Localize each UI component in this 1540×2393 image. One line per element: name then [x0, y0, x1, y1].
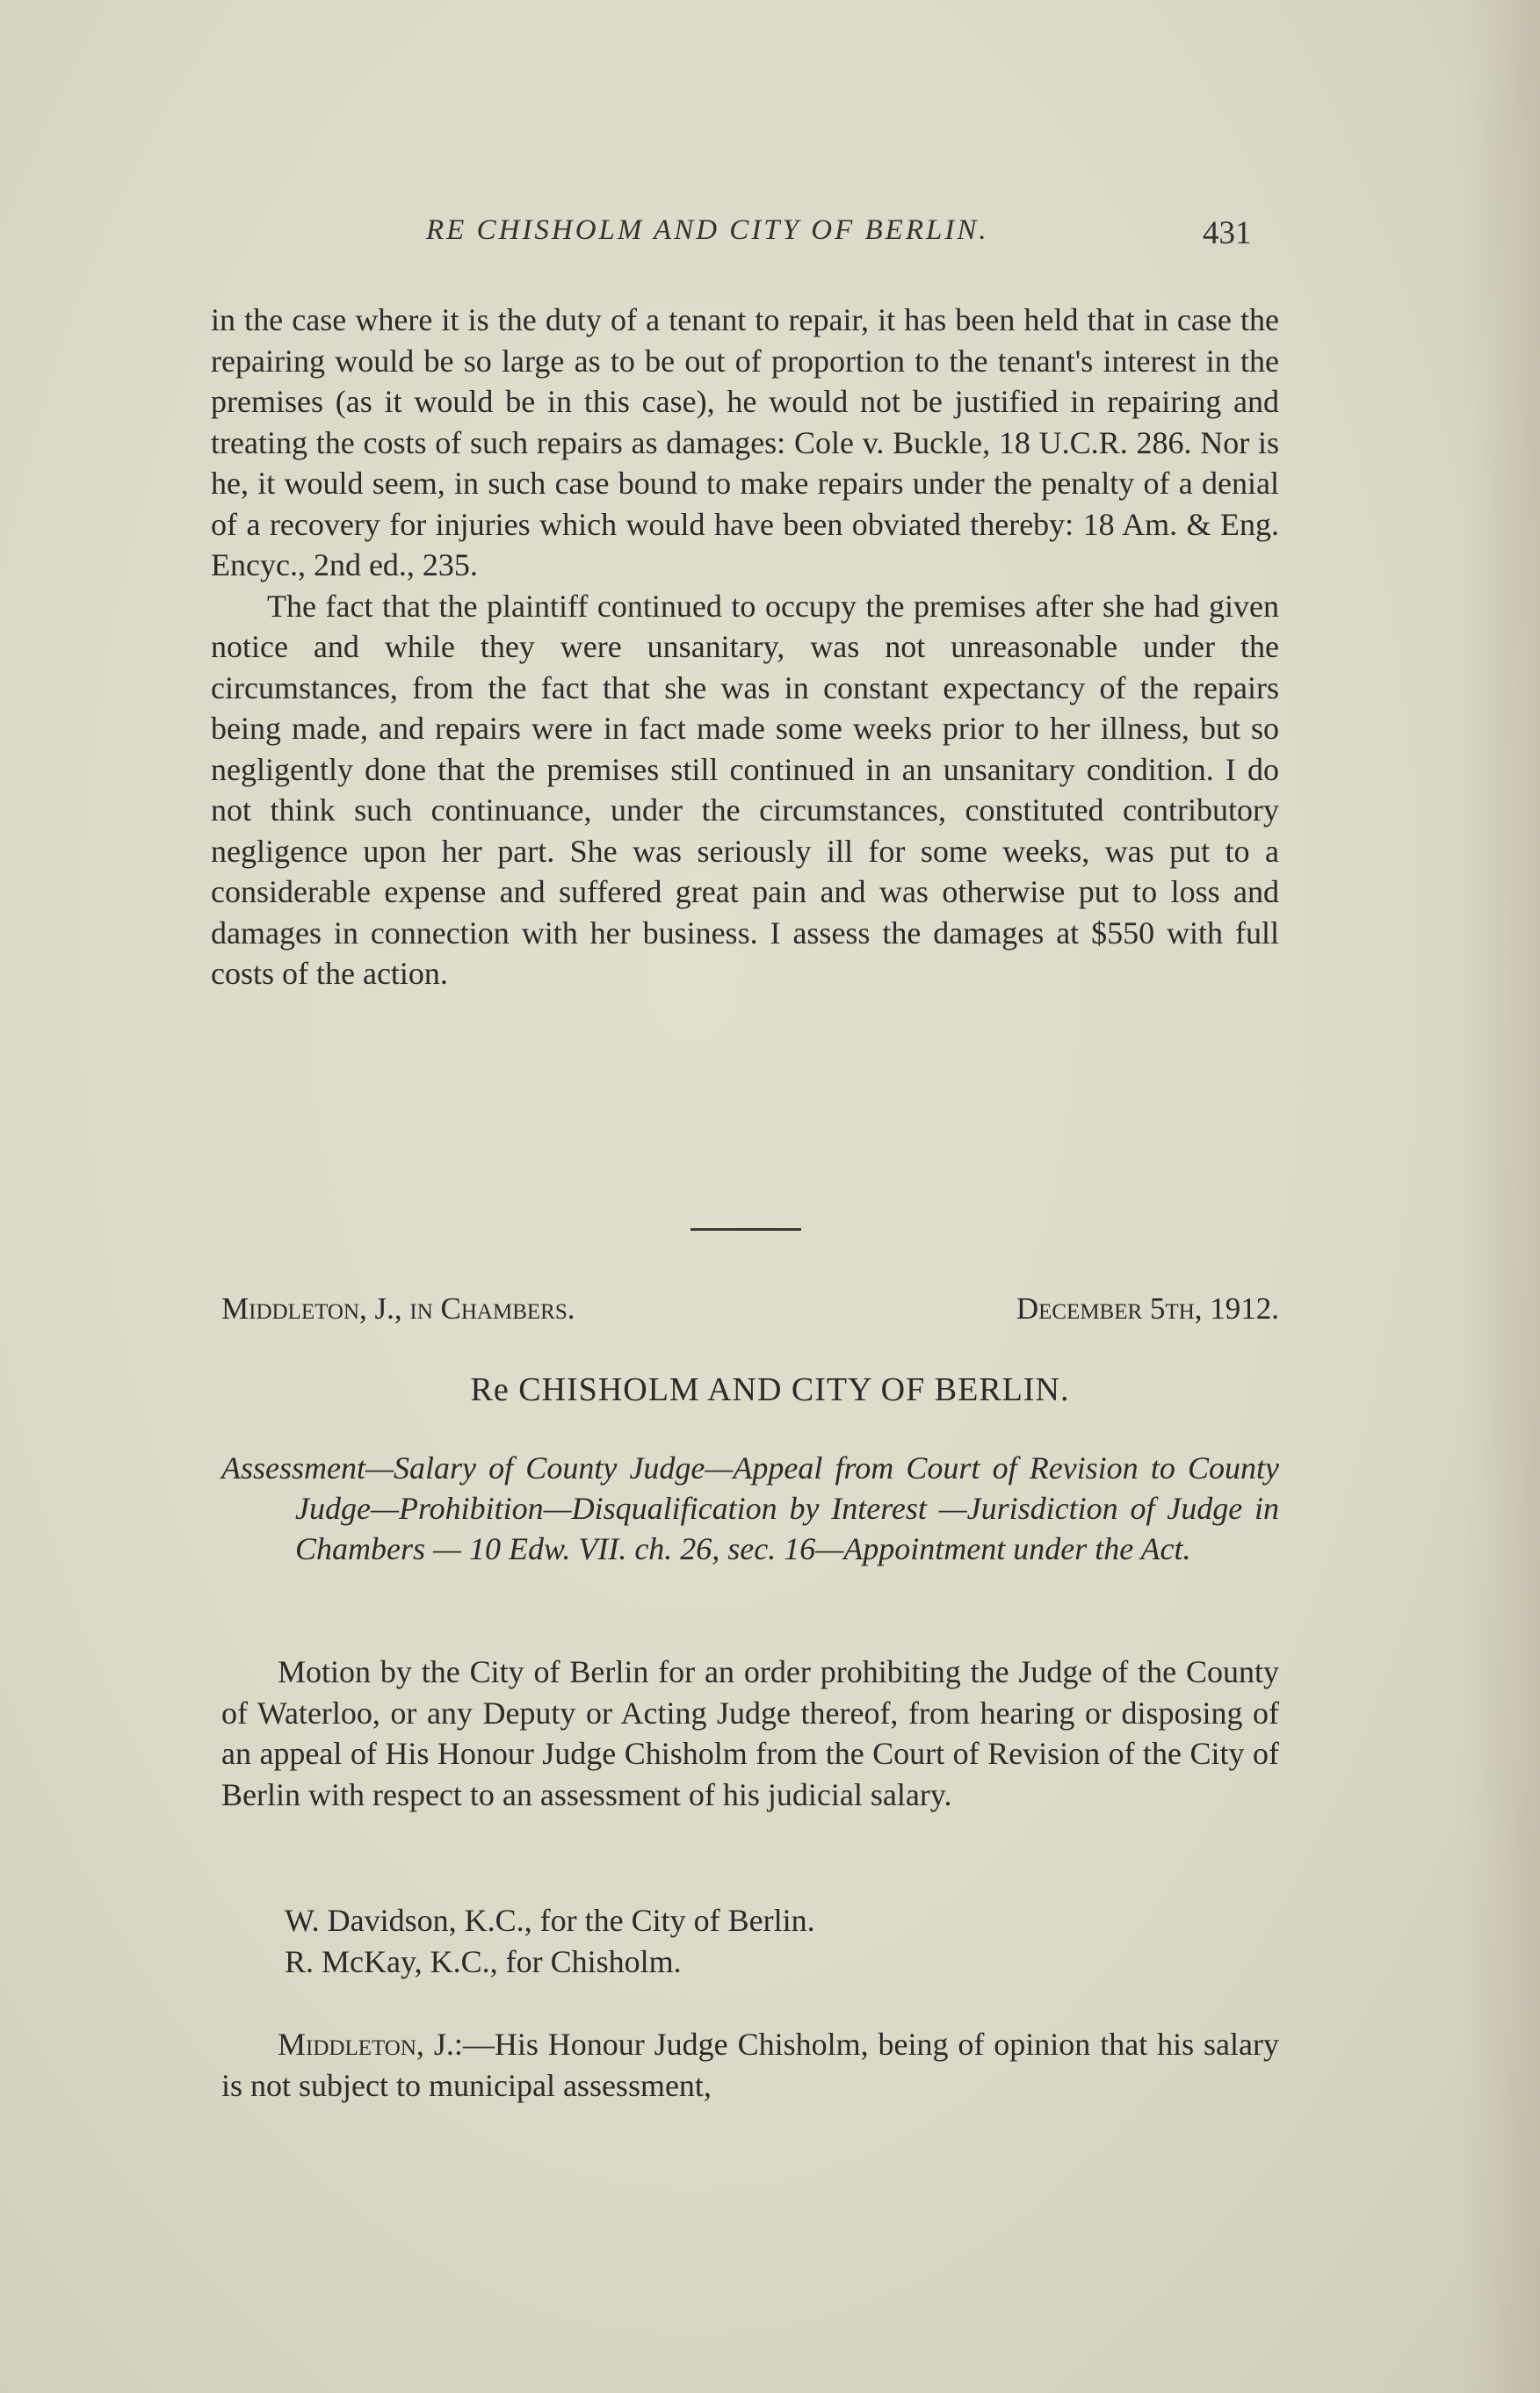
court-judge: Middleton, J., in Chambers. [221, 1291, 575, 1326]
opinion-paragraph [221, 2024, 1279, 2106]
section-divider [690, 1228, 801, 1231]
opinion-speaker: Middleton, J. [278, 2027, 454, 2062]
court-line [221, 1291, 1279, 1327]
counsel-line: W. Davidson, K.C., for the City of Berlin. [285, 1903, 815, 1938]
case-title: Re CHISHOLM AND CITY OF BERLIN. [470, 1371, 1070, 1408]
opinion-text: :—His Honour Judge Chisholm, being of opinion that his salary is not subject to municipal assessment, [221, 2027, 1279, 2103]
continuation-text [211, 300, 1279, 994]
paragraph: in the case where it is the duty of a tenant to repair, it has been held that in case the repairing would be so large as to be out of proportion to the tenant's interest in the premises (as it would be in this case), he would not be justified in repairing and treating the costs of such repairs as damages: Cole v. Buckle, 18 U.C.R. 286. Nor is he, it would seem, in such case bound to make repairs under the penalty of a denial of a recovery for injuries which would have been obviated thereby: 18 Am. & Eng. Encyc., 2nd ed., 235. [211, 302, 1279, 582]
motion-paragraph: Motion by the City of Berlin for an order prohibiting the Judge of the County of Waterloo, or any Deputy or Acting Judge thereof, from hearing or disposing of an appeal of His Honour Judge Chisholm from the Court of Revision of the City of Berlin with respect to an assessment of his judicial salary. [221, 1654, 1279, 1812]
headnote: Assessment—Salary of County Judge—Appeal from Court of Revision to County Judge—Prohibition—Disqualification by Interest —Jurisdiction of Judge in Chambers — 10 Edw. VII. ch. 26, sec. 16—Appointment under the Act. [221, 1450, 1279, 1566]
decision-date: December 5th, 1912. [1016, 1291, 1279, 1326]
counsel-line: R. McKay, K.C., for Chisholm. [285, 1944, 682, 1979]
paragraph: The fact that the plaintiff continued to occupy the premises after she had given notice and while they were unsanitary, was not unreasonable under the circumstances, from the fact that she was in constant expectancy of the repairs being made, and repairs were in fact made some weeks prior to her illness, but so negligently done that the premises still continued in an unsanitary condition. I do not think such continuance, under the circumstances, constituted contributory negligence upon her part. She was seriously ill for some weeks, was put to a considerable expense and suffered great pain and was otherwise put to loss and damages in connection with her business. I assess the damages at $550 with full costs of the action. [211, 588, 1279, 991]
running-head-title: RE CHISHOLM AND CITY OF BERLIN. [426, 214, 989, 246]
page-edge-shadow [1461, 0, 1540, 2393]
page-number: 431 [1203, 215, 1252, 251]
